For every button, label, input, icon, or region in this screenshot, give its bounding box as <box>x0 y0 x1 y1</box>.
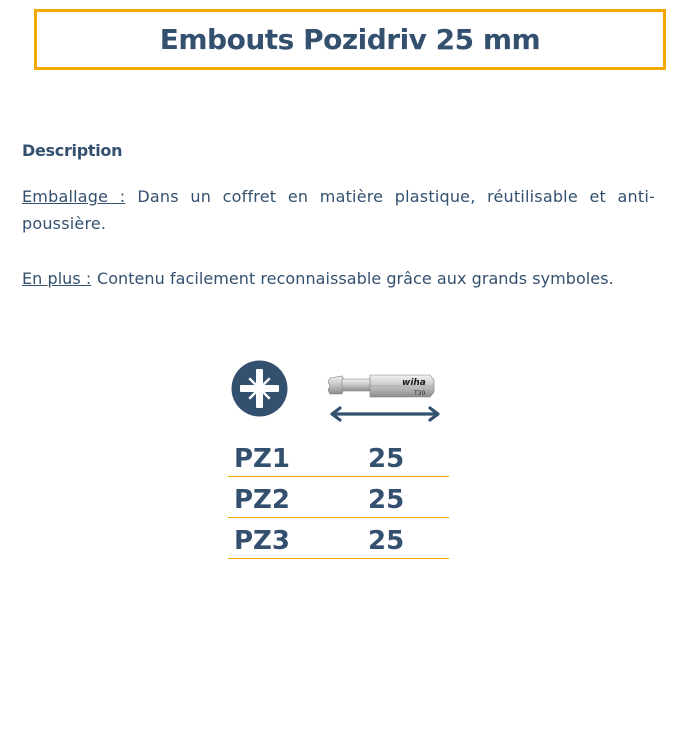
extra-text: Contenu facilement reconnaissable grâce aux grands symboles. <box>96 269 614 288</box>
title-banner <box>34 9 666 70</box>
table-row <box>228 477 449 518</box>
table-row <box>228 518 449 559</box>
bit-marking-label: T30 <box>414 390 426 397</box>
description-heading: Description <box>22 141 123 160</box>
length-cell: 25 <box>368 444 405 474</box>
extra-paragraph <box>22 265 655 292</box>
packaging-text: Dans un coffret en matière plastique, réutilisable et anti-poussière. <box>22 187 655 233</box>
size-table <box>228 436 449 559</box>
packaging-paragraph <box>22 183 655 237</box>
pozidriv-symbol-icon <box>231 360 288 417</box>
length-cell: 25 <box>368 526 405 556</box>
page-title: Embouts Pozidriv 25 mm <box>159 23 541 56</box>
size-cell: PZ1 <box>234 444 290 474</box>
table-row <box>228 436 449 477</box>
extra-label: En plus : <box>22 269 92 288</box>
length-cell: 25 <box>368 485 405 515</box>
screwdriver-bit-length-icon <box>326 370 442 424</box>
bit-brand-label: wiha <box>402 378 426 388</box>
packaging-label: Emballage : <box>22 187 126 206</box>
size-cell: PZ2 <box>234 485 290 515</box>
size-cell: PZ3 <box>234 526 290 556</box>
